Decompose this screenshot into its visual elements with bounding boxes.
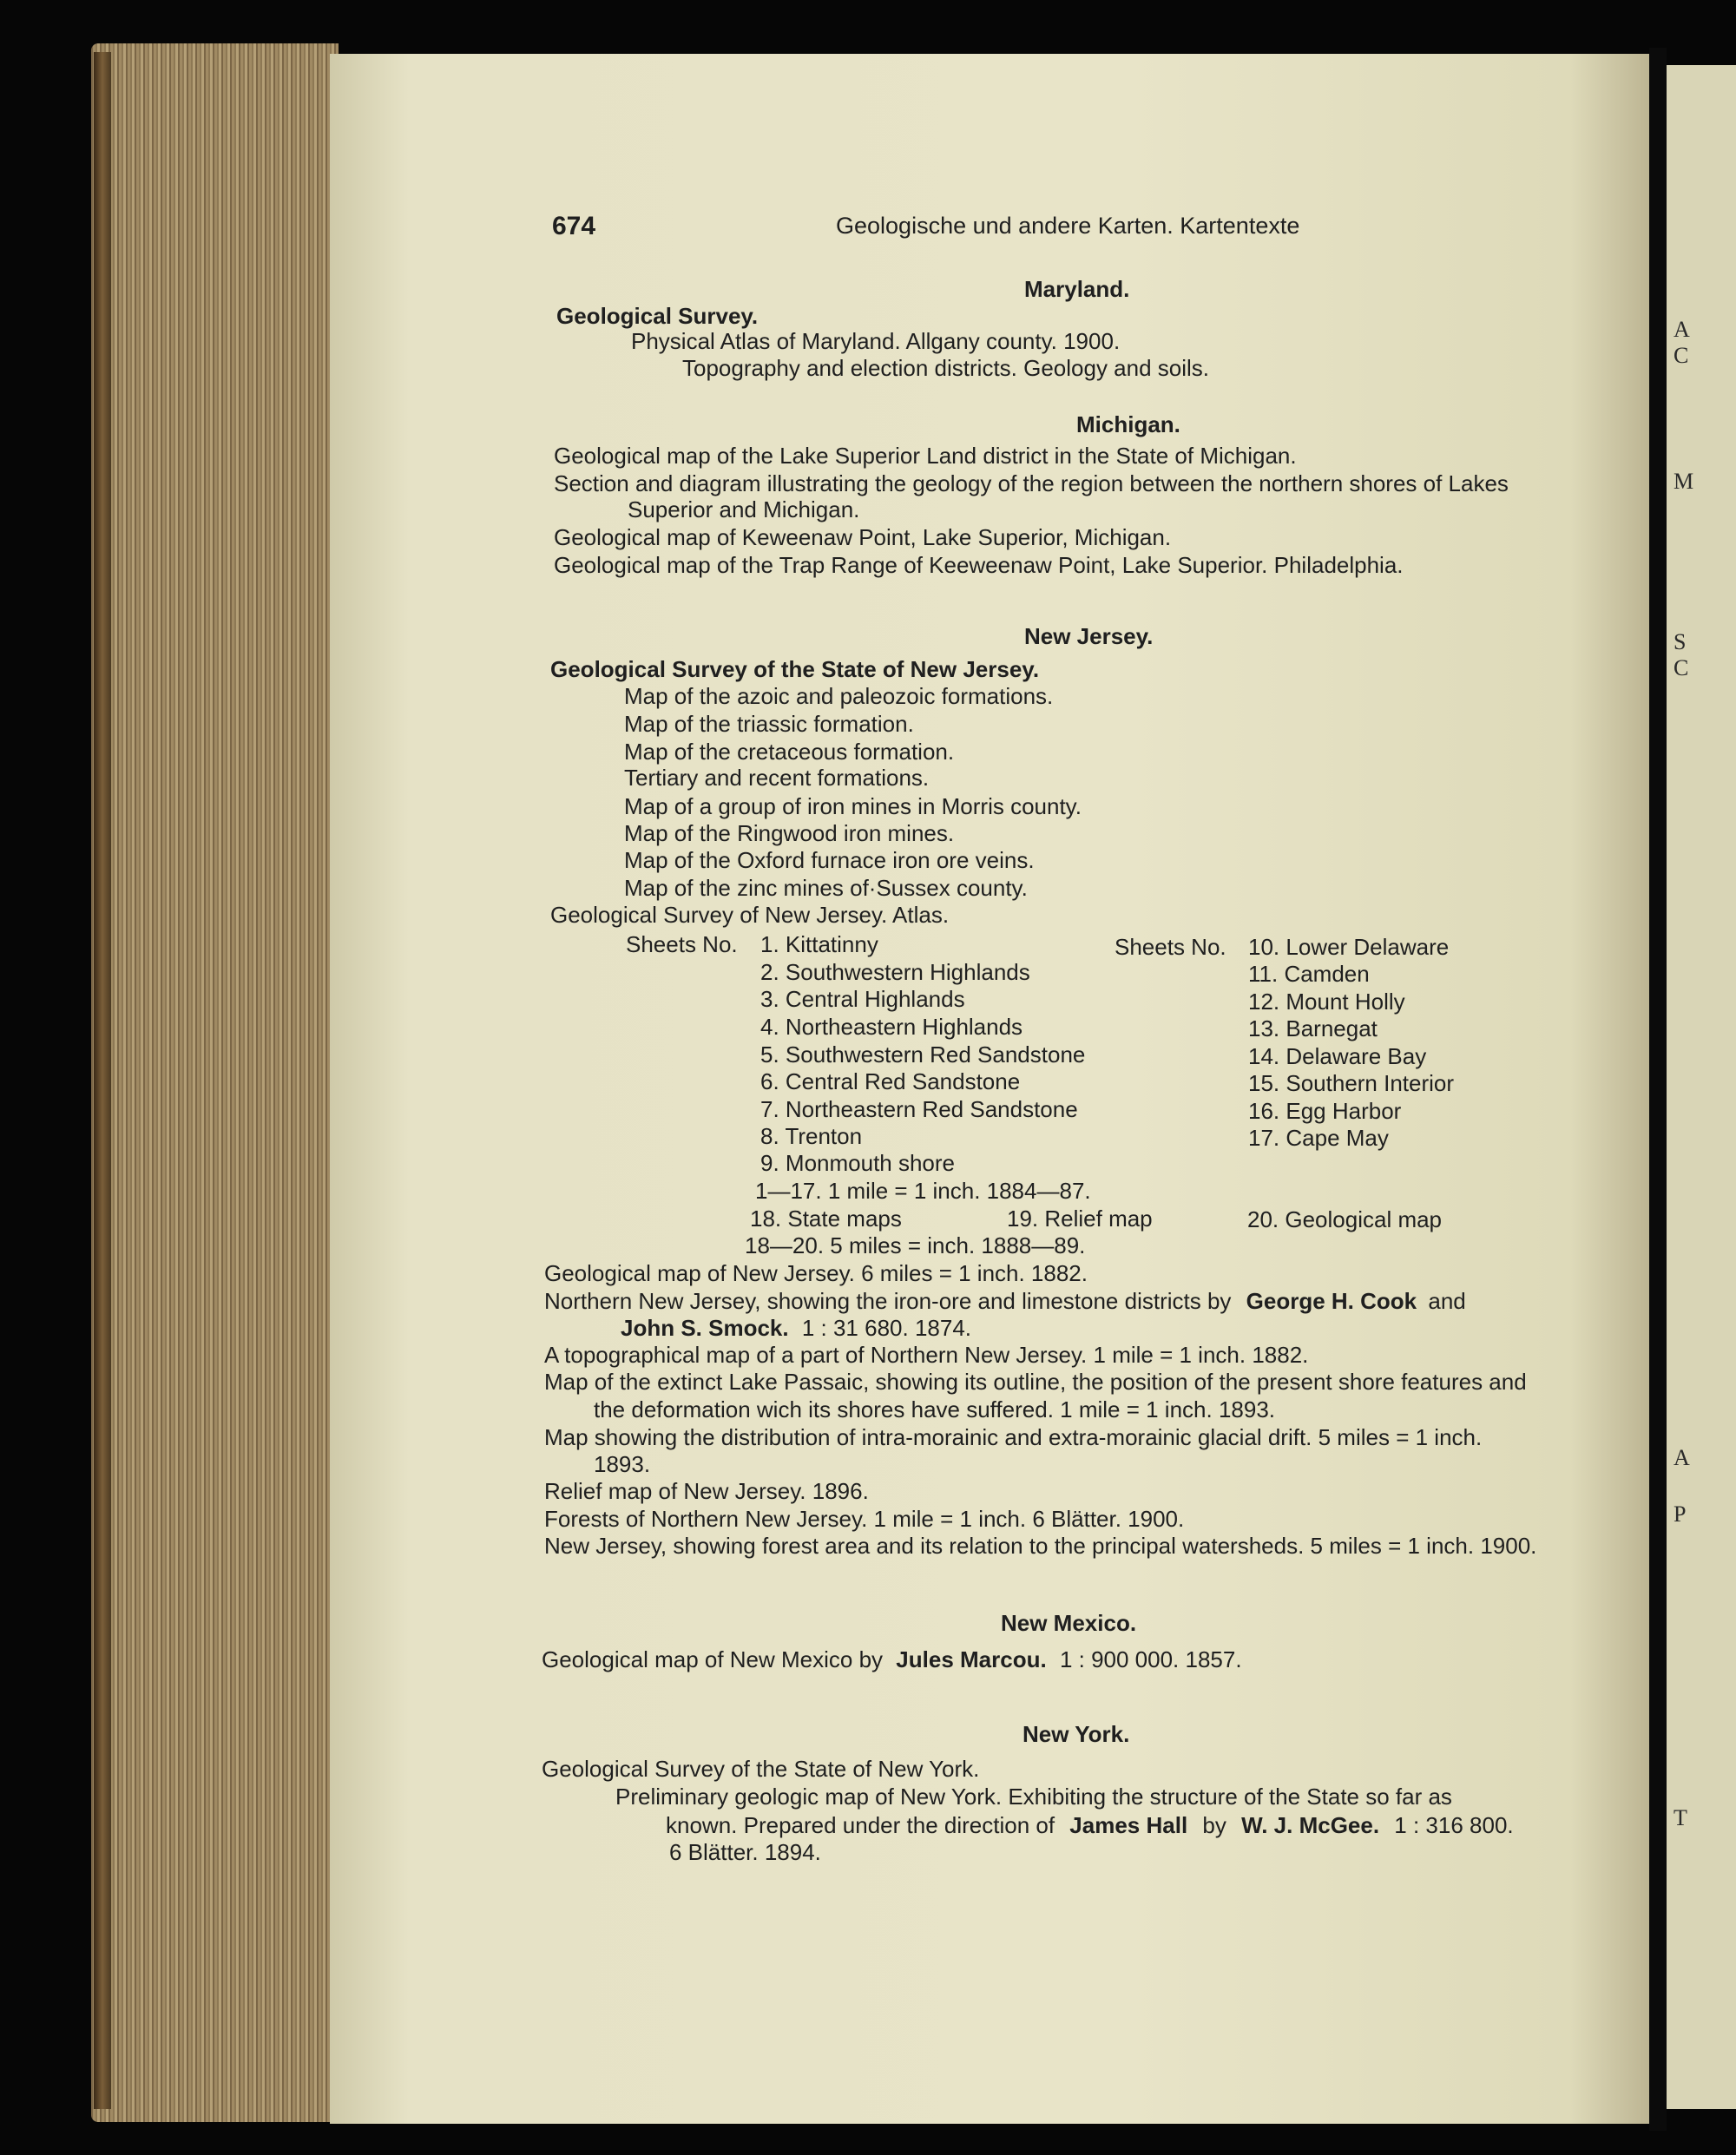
entry-text: Northern New Jersey, showing the iron-ore and limestone districts by: [544, 1288, 1232, 1314]
new-york-survey: Geological Survey of the State of New York.: [542, 1756, 980, 1782]
section-heading-michigan: Michigan.: [1076, 411, 1180, 437]
maryland-survey: Geological Survey.: [556, 303, 759, 329]
new-york-entry: Preliminary geologic map of New York. Exhibiting the structure of the State so far as: [615, 1784, 1452, 1810]
michigan-entry-cont: Superior and Michigan.: [628, 496, 860, 522]
entry-text: known. Prepared under the direction of: [666, 1812, 1055, 1838]
new-jersey-entry-cont: [621, 1315, 971, 1341]
new-jersey-map: Map of the Ringwood iron mines.: [624, 820, 955, 846]
section-heading-maryland: Maryland.: [1024, 276, 1130, 302]
author-name: W. J. McGee.: [1241, 1812, 1380, 1838]
running-title: Geologische und andere Karten. Kartentexte: [836, 213, 1300, 239]
new-jersey-map: Map of a group of iron mines in Morris county.: [624, 793, 1082, 819]
facing-page-letter: A: [1674, 1445, 1690, 1470]
facing-page-letter: T: [1674, 1805, 1687, 1830]
sheets-scale: 18—20. 5 miles = inch. 1888—89.: [745, 1232, 1086, 1258]
section-heading-new-jersey: New Jersey.: [1024, 623, 1154, 649]
facing-page: [1667, 65, 1736, 2109]
sheet-item: 3. Central Highlands: [760, 986, 965, 1012]
sheet-item: 6. Central Red Sandstone: [760, 1068, 1021, 1094]
new-jersey-entry-cont: 1893.: [594, 1451, 651, 1477]
sheet-item: 15. Southern Interior: [1248, 1070, 1455, 1096]
new-jersey-entry: Forests of Northern New Jersey. 1 mile = 1 inch. 6 Blätter. 1900.: [544, 1506, 1185, 1532]
book-cover-edge: [94, 52, 111, 2109]
new-jersey-entry: Map showing the distribution of intra-morainic and extra-morainic glacial drift. 5 miles = 1 inch.: [544, 1424, 1483, 1450]
sheet-item: 12. Mount Holly: [1248, 989, 1405, 1015]
facing-page-letter: C: [1674, 655, 1689, 680]
new-jersey-entry: Relief map of New Jersey. 1896.: [544, 1478, 869, 1504]
new-jersey-entry: [544, 1288, 1466, 1314]
michigan-entry: Geological map of the Trap Range of Keeweenaw Point, Lake Superior. Philadelphia.: [554, 552, 1404, 578]
sheet-item: 14. Delaware Bay: [1248, 1043, 1427, 1069]
sheet-item: 17. Cape May: [1248, 1125, 1389, 1151]
sheet-item: 10. Lower Delaware: [1248, 934, 1450, 960]
sheets-label: Sheets No.: [626, 931, 738, 957]
section-heading-new-mexico: New Mexico.: [1001, 1610, 1137, 1636]
sheet-item: 2. Southwestern Highlands: [760, 959, 1030, 985]
author-name: James Hall: [1069, 1812, 1188, 1838]
new-jersey-entry: Geological map of New Jersey. 6 miles = 1 inch. 1882.: [544, 1260, 1088, 1286]
new-jersey-map: Map of the cretaceous formation.: [624, 739, 955, 765]
sheet-item: 16. Egg Harbor: [1248, 1098, 1402, 1124]
sheet-item: 1. Kittatinny: [760, 931, 878, 957]
entry-text: 1 : 900 000. 1857.: [1059, 1646, 1242, 1672]
michigan-entry: Section and diagram illustrating the geology of the region between the northern shores of Lakes: [554, 470, 1509, 496]
facing-page-letter: A: [1674, 317, 1690, 342]
sheet-item: 8. Trenton: [760, 1123, 863, 1149]
michigan-entry: Geological map of the Lake Superior Land district in the State of Michigan.: [554, 443, 1297, 469]
michigan-entry: Geological map of Keweenaw Point, Lake Superior, Michigan.: [554, 524, 1172, 550]
entry-text: by: [1202, 1812, 1226, 1838]
book-gutter: [1649, 48, 1667, 2131]
sheet-item: 9. Monmouth shore: [760, 1150, 956, 1176]
new-jersey-map: Map of the Oxford furnace iron ore veins.: [624, 847, 1035, 873]
new-jersey-entry: New Jersey, showing forest area and its relation to the principal watersheds. 5 miles = 1 inch. 1900.: [544, 1533, 1537, 1559]
sheet-item: 5. Southwestern Red Sandstone: [760, 1041, 1086, 1068]
author-name: Jules Marcou.: [896, 1646, 1047, 1672]
facing-page-letter: M: [1674, 469, 1694, 494]
facing-page-letter: C: [1674, 343, 1689, 368]
sheet-item: 13. Barnegat: [1248, 1015, 1378, 1041]
page-number: 674: [552, 212, 596, 240]
new-york-entry-cont: [666, 1812, 1514, 1838]
sheet-item: 7. Northeastern Red Sandstone: [760, 1096, 1078, 1122]
maryland-atlas-sub: Topography and election districts. Geology and soils.: [682, 355, 1210, 381]
new-jersey-entry: Map of the extinct Lake Passaic, showing its outline, the position of the present shore features and: [544, 1369, 1527, 1395]
new-jersey-survey: Geological Survey of the State of New Jersey.: [550, 656, 1040, 682]
entry-text: 1 : 316 800.: [1394, 1812, 1514, 1838]
sheet-item: 4. Northeastern Highlands: [760, 1014, 1023, 1040]
sheets-label: Sheets No.: [1115, 934, 1226, 960]
new-jersey-map: Tertiary and recent formations.: [624, 765, 930, 791]
new-york-entry-cont: 6 Blätter. 1894.: [669, 1839, 821, 1865]
new-jersey-map: Map of the triassic formation.: [624, 711, 914, 737]
entry-text: 1 : 31 680. 1874.: [801, 1315, 972, 1341]
new-jersey-entry-cont: the deformation wich its shores have suffered. 1 mile = 1 inch. 1893.: [594, 1396, 1276, 1422]
facing-page-letter: S: [1674, 629, 1687, 654]
facing-page-letter: P: [1674, 1501, 1687, 1527]
section-heading-new-york: New York.: [1023, 1721, 1130, 1747]
entry-text: Geological map of New Mexico by: [542, 1646, 884, 1672]
book-page-edges: [91, 43, 339, 2122]
sheet-item: 19. Relief map: [1007, 1206, 1153, 1232]
new-jersey-atlas: Geological Survey of New Jersey. Atlas.: [550, 902, 950, 928]
sheet-item: 11. Camden: [1248, 961, 1370, 987]
sheet-item: 20. Geological map: [1247, 1206, 1443, 1232]
author-name: George H. Cook: [1246, 1288, 1417, 1314]
new-mexico-entry: [542, 1646, 1242, 1672]
entry-text: and: [1428, 1288, 1466, 1314]
new-jersey-map: Map of the azoic and paleozoic formations.: [624, 683, 1054, 709]
sheet-item: 18. State maps: [750, 1206, 902, 1232]
sheets-scale: 1—17. 1 mile = 1 inch. 1884—87.: [755, 1178, 1091, 1204]
new-jersey-entry: A topographical map of a part of Northern New Jersey. 1 mile = 1 inch. 1882.: [544, 1342, 1309, 1368]
author-name: John S. Smock.: [621, 1315, 789, 1341]
new-jersey-map: Map of the zinc mines of·Sussex county.: [624, 875, 1028, 901]
maryland-atlas: Physical Atlas of Maryland. Allgany county. 1900.: [631, 328, 1121, 354]
